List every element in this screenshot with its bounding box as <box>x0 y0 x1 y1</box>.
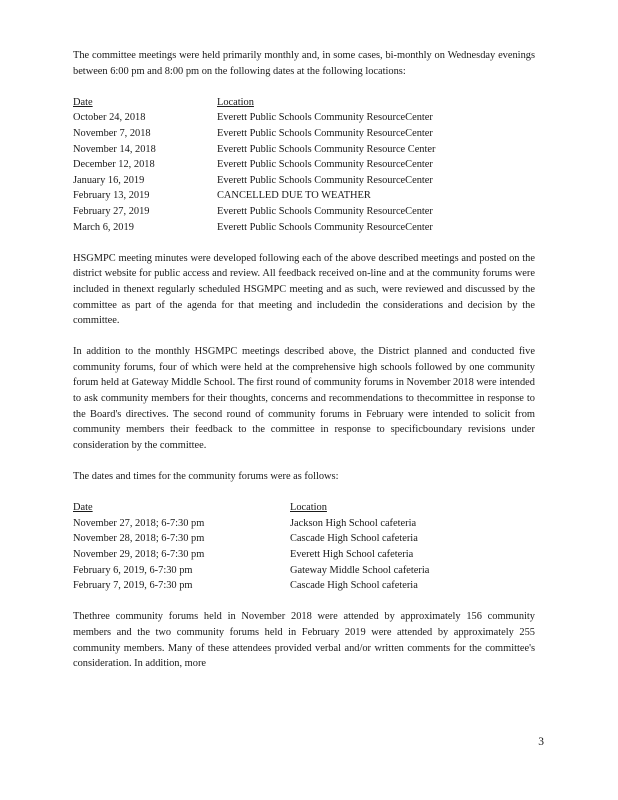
meeting-location: Everett Public Schools Community ResourceCenter <box>217 112 433 124</box>
meeting-location: CANCELLED DUE TO WEATHER <box>217 190 371 202</box>
table-row <box>73 188 535 204</box>
meeting-location: Everett Public Schools Community ResourceCenter <box>217 159 433 171</box>
date-column-header: Date <box>73 96 93 108</box>
meeting-location: Everett Public Schools Community ResourceCenter <box>217 205 433 217</box>
table-row <box>73 531 535 547</box>
table-header-row <box>73 500 535 516</box>
location-column-header: Location <box>217 96 254 108</box>
meeting-location: Everett Public Schools Community Resource Center <box>217 143 436 155</box>
forum-date: February 6, 2019, 6-7:30 pm <box>73 564 193 576</box>
meeting-date: March 6, 2019 <box>73 221 134 233</box>
forum-schedule-table <box>73 500 535 594</box>
table-row <box>73 220 535 236</box>
meeting-date: December 12, 2018 <box>73 159 155 171</box>
forum-dates-intro: The dates and times for the community forums were as follows: <box>73 471 339 483</box>
table-row <box>73 547 535 563</box>
meeting-date: November 14, 2018 <box>73 143 156 155</box>
meeting-schedule-table <box>73 95 535 235</box>
table-header-row <box>73 95 535 111</box>
meeting-date: February 27, 2019 <box>73 205 150 217</box>
table-row <box>73 173 535 189</box>
table-row <box>73 126 535 142</box>
table-row <box>73 110 535 126</box>
meeting-date: October 24, 2018 <box>73 112 146 124</box>
forum-location: Everett High School cafeteria <box>290 549 414 560</box>
table-row <box>73 157 535 173</box>
forums-paragraph: In addition to the monthly HSGMPC meetings described above, the District planned and conducted five community forums, four of which were held at the comprehensive high schools followed by one community forum held at Gateway Middle School. The first round of community forums in November 2018 were intended to ask community members for their thoughts, concerns and recommendations to thecommittee in response to the Board's directives. The second round of community forums in February were intended to solicit from community members their feedback to the committee in response to specificboundary revisions under consideration by the committee. <box>73 346 535 451</box>
forum-date: November 28, 2018; 6-7:30 pm <box>73 533 205 545</box>
intro-paragraph: The committee meetings were held primarily monthly and, in some cases, bi-monthly on Wednesday evenings between 6:00 pm and 8:00 pm on the following dates at the following locations: <box>73 50 535 77</box>
meeting-location: Everett Public Schools Community ResourceCenter <box>217 127 433 139</box>
table-row <box>73 563 535 579</box>
page-number: 3 <box>538 736 544 748</box>
minutes-paragraph: HSGMPC meeting minutes were developed following each of the above described meetings and posted on the district website for public access and review. All feedback received on-line and at the community forums were included in thenext regularly scheduled HSGMPC meeting and as such, were reviewed and discussed by the committee as part of the agenda for that meeting and includedin the considerations and decision by the committee. <box>73 252 535 327</box>
meeting-location: Everett Public Schools Community ResourceCenter <box>217 221 433 233</box>
forum-location: Gateway Middle School cafeteria <box>290 564 430 576</box>
forum-location: Cascade High School cafeteria <box>290 533 418 545</box>
forum-location: Jackson High School cafeteria <box>290 517 417 529</box>
meeting-date: January 16, 2019 <box>73 174 145 186</box>
forum-date: February 7, 2019, 6-7:30 pm <box>73 580 193 592</box>
table-row <box>73 516 535 532</box>
meeting-date: November 7, 2018 <box>73 127 151 139</box>
table-row <box>73 204 535 220</box>
forum-date: November 29, 2018; 6-7:30 pm <box>73 549 205 560</box>
table-row <box>73 578 535 594</box>
forum-date: November 27, 2018; 6-7:30 pm <box>73 517 205 529</box>
table-row <box>73 142 535 158</box>
document-page <box>73 48 535 672</box>
location-column-header: Location <box>290 502 327 514</box>
date-column-header: Date <box>73 502 93 514</box>
meeting-location: Everett Public Schools Community ResourceCenter <box>217 174 433 186</box>
attendance-paragraph: Thethree community forums held in November 2018 were attended by approximately 156 community members and the two community forums held in February 2019 were attended by approximately 255 community members. Many of these attendees provided verbal and/or written comments for the committee's consideration. In addition, more <box>73 611 535 670</box>
forum-location: Cascade High School cafeteria <box>290 580 418 592</box>
meeting-date: February 13, 2019 <box>73 190 150 202</box>
